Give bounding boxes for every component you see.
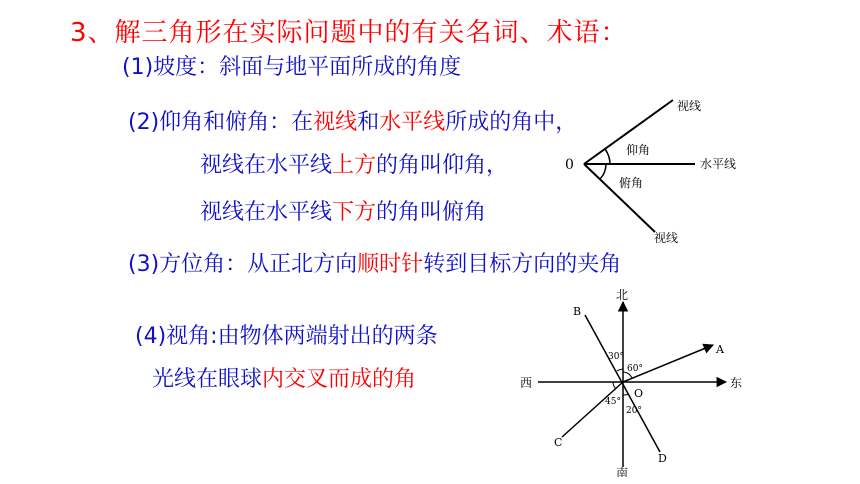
line-c	[562, 382, 623, 437]
bearing-highlight: 顺时针	[357, 252, 424, 277]
point-a-label: A	[716, 343, 724, 356]
bearing-text-c: 转到目标方向的夹角	[423, 252, 622, 277]
elev-text-a: (2)仰角和俯角：在	[128, 110, 314, 135]
up-text-c: 的角叫仰角，	[376, 153, 509, 178]
elev-text-e: 所成的角中，	[445, 110, 578, 135]
north-label: 北	[616, 288, 629, 302]
bearing-text-a: (3)方位角：从正北方向	[128, 252, 358, 277]
point-d-label: D	[658, 452, 667, 465]
view-angle-definition-1: (4)视角:由物体两端射出的两条	[135, 324, 438, 349]
down-text-c: 的角叫俯角	[376, 200, 487, 225]
up-highlight: 上方	[332, 153, 377, 178]
sight-label-down: 视线	[654, 231, 679, 245]
elevation-label: 仰角	[626, 143, 651, 157]
elev-text-c: 和	[357, 110, 380, 135]
angle-30-label: 30°	[608, 352, 624, 362]
bearing-definition	[128, 247, 621, 278]
point-b-label: B	[573, 305, 582, 318]
origin-o-label: O	[634, 387, 644, 400]
elev-highlight-sight: 视线	[313, 110, 358, 135]
elev-highlight-horizontal: 水平线	[379, 110, 446, 135]
down-text-a: 视线在水平线	[200, 200, 333, 225]
view-angle-definition-2	[152, 362, 416, 393]
angle-45-label: 45°	[605, 397, 621, 407]
bearing-diagram	[510, 287, 760, 477]
page-title: 3、解三角形在实际问题中的有关名词、术语：	[70, 18, 628, 48]
sight-label-up: 视线	[677, 99, 702, 113]
point-c-label: C	[554, 436, 563, 449]
elevation-depression-diagram	[560, 88, 760, 248]
west-label: 西	[520, 376, 533, 390]
view2-highlight: 内交叉而成的角	[262, 367, 417, 392]
angle-20-label: 20°	[626, 406, 642, 416]
down-highlight: 下方	[332, 200, 377, 225]
arc-45	[613, 382, 616, 389]
depression-label: 俯角	[619, 176, 644, 190]
angle-60-label: 60°	[627, 364, 643, 374]
view2-text-a: 光线在眼球	[152, 367, 263, 392]
sight-line-down	[584, 164, 655, 232]
origin-label: 0	[565, 157, 574, 173]
east-label: 东	[730, 376, 743, 390]
up-text-a: 视线在水平线	[200, 153, 333, 178]
elevation-depression-definition	[128, 105, 577, 136]
depression-angle-line	[200, 195, 486, 226]
south-label: 南	[616, 466, 629, 477]
elevation-arc	[605, 149, 610, 164]
arc-30	[617, 369, 623, 371]
horizontal-label: 水平线	[700, 157, 737, 171]
slope-definition: (1)坡度：斜面与地平面所成的角度	[122, 55, 462, 80]
elevation-angle-line	[200, 148, 508, 179]
depression-arc	[600, 164, 606, 179]
